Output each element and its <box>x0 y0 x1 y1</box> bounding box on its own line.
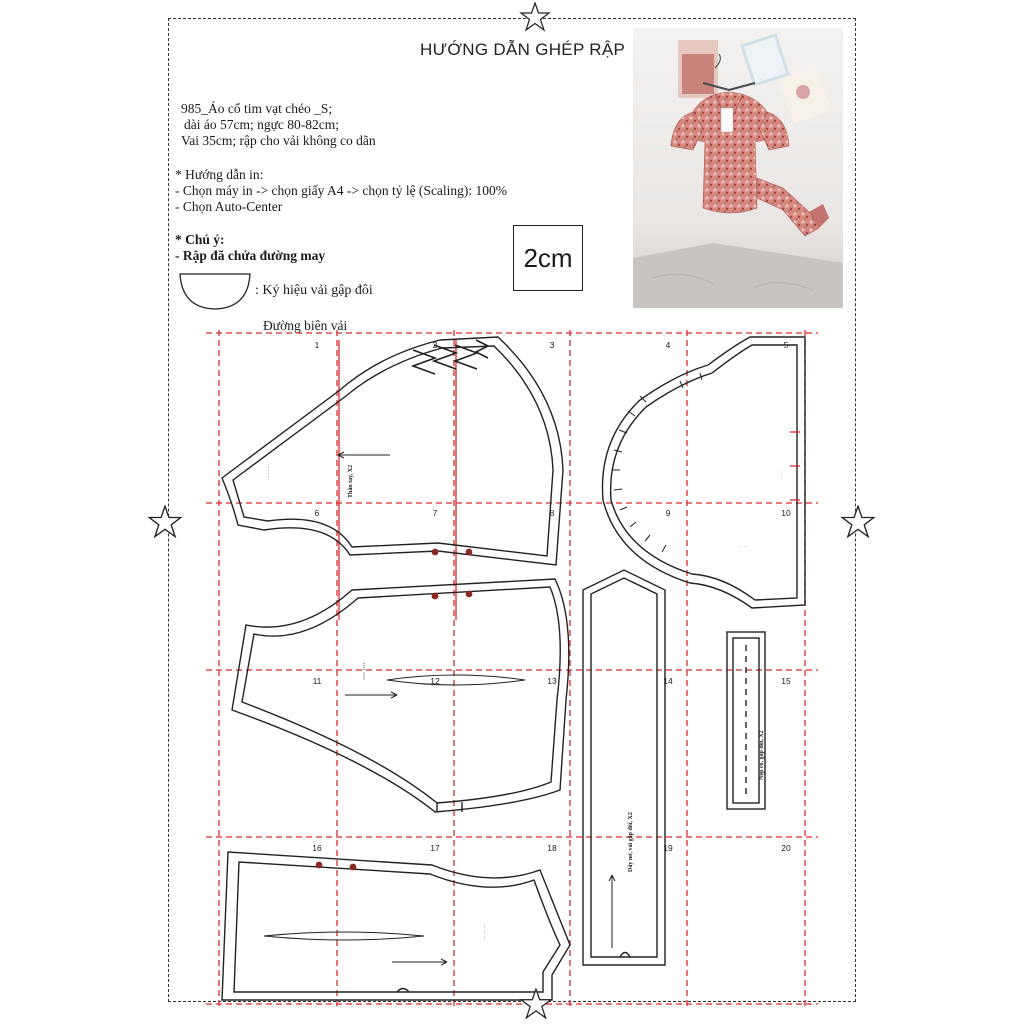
back-bodice-piece <box>222 852 570 1000</box>
grid-cell-number: 14 <box>663 676 673 686</box>
note-heading: * Chú ý: <box>175 232 225 247</box>
grid-cell-number: 5 <box>783 340 789 350</box>
svg-text:···· ····: ···· ···· <box>362 662 368 680</box>
star-marker-right-icon <box>840 505 876 539</box>
neck-facing-piece <box>602 337 805 608</box>
neckband-piece <box>727 632 765 809</box>
print-guide-step-2: - Chọn Auto-Center <box>175 199 283 214</box>
svg-text:··· ··· ···: ··· ··· ··· <box>482 924 487 940</box>
svg-text:·· ··: ·· ·· <box>740 544 748 549</box>
belt-strip-piece <box>583 570 665 965</box>
fold-line-marks <box>790 432 800 500</box>
fold-symbol-label: : Ký hiệu vải gập đôi <box>255 283 373 298</box>
svg-text:· · · ·: · · · · <box>779 470 784 480</box>
grid-cell-number: 3 <box>549 340 555 350</box>
belt-label: Dây nơ, vải gập đôi, X2 <box>628 812 634 872</box>
fabric-edge-label: Đường biên vải <box>263 318 348 333</box>
grid-cell-number: 13 <box>547 676 557 686</box>
front-bodice-piece <box>232 579 569 812</box>
grid-cell-number: 9 <box>665 508 671 518</box>
sleeve-piece <box>222 337 563 565</box>
print-guide-step-1: - Chọn máy in -> chọn giấy A4 -> chọn tỷ lệ (Scaling): 100% <box>175 183 508 198</box>
sleeve-label: Thân tay, X2 <box>348 464 354 498</box>
star-marker-left-icon <box>147 505 183 539</box>
grid-cell-number: 8 <box>549 508 555 518</box>
grid-cell-number: 1 <box>314 340 320 350</box>
grid-cell-number: 16 <box>312 843 322 853</box>
pattern-pieces <box>222 337 805 1000</box>
grid-cell-number: 18 <box>547 843 557 853</box>
grid-cell-number: 4 <box>665 340 671 350</box>
grid-cell-number: 15 <box>781 676 791 686</box>
star-marker-bottom-icon <box>519 988 553 1020</box>
scale-label: 2cm <box>523 242 573 273</box>
grid-cell-number: 7 <box>432 508 438 518</box>
grid-cell-number: 2 <box>432 340 438 350</box>
grid-cell-number: 6 <box>314 508 320 518</box>
grid-cell-number: 11 <box>312 676 322 686</box>
grid-cell-number: 20 <box>781 843 791 853</box>
neckband-label: Nẹp cổ, gấp đôi, X2 <box>759 730 765 780</box>
star-marker-top-icon <box>519 2 551 32</box>
page-title: HƯỚNG DẪN GHÉP RẬP <box>420 40 626 59</box>
grid-cut-marks <box>339 340 456 620</box>
svg-text:··· ··· ···: ··· ··· ··· <box>266 464 271 480</box>
grainline-arrows <box>338 452 615 965</box>
print-guide-heading: * Hướng dẫn in: <box>175 167 264 182</box>
spec-line-3: Vai 35cm; rập cho vải không co dãn <box>181 133 376 148</box>
spec-line-1: 985_Áo cổ tim vạt chéo _S; <box>181 101 333 116</box>
grid-cell-number: 10 <box>781 508 791 518</box>
grid-cell-number: 17 <box>430 843 440 853</box>
note-line-1: - Rập đã chứa đường may <box>175 248 326 263</box>
dart-marks <box>264 675 525 940</box>
grid-cell-number: 19 <box>663 843 673 853</box>
grid-cell-number: 12 <box>430 676 440 686</box>
spec-line-2: dài áo 57cm; ngực 80-82cm; <box>184 117 340 132</box>
